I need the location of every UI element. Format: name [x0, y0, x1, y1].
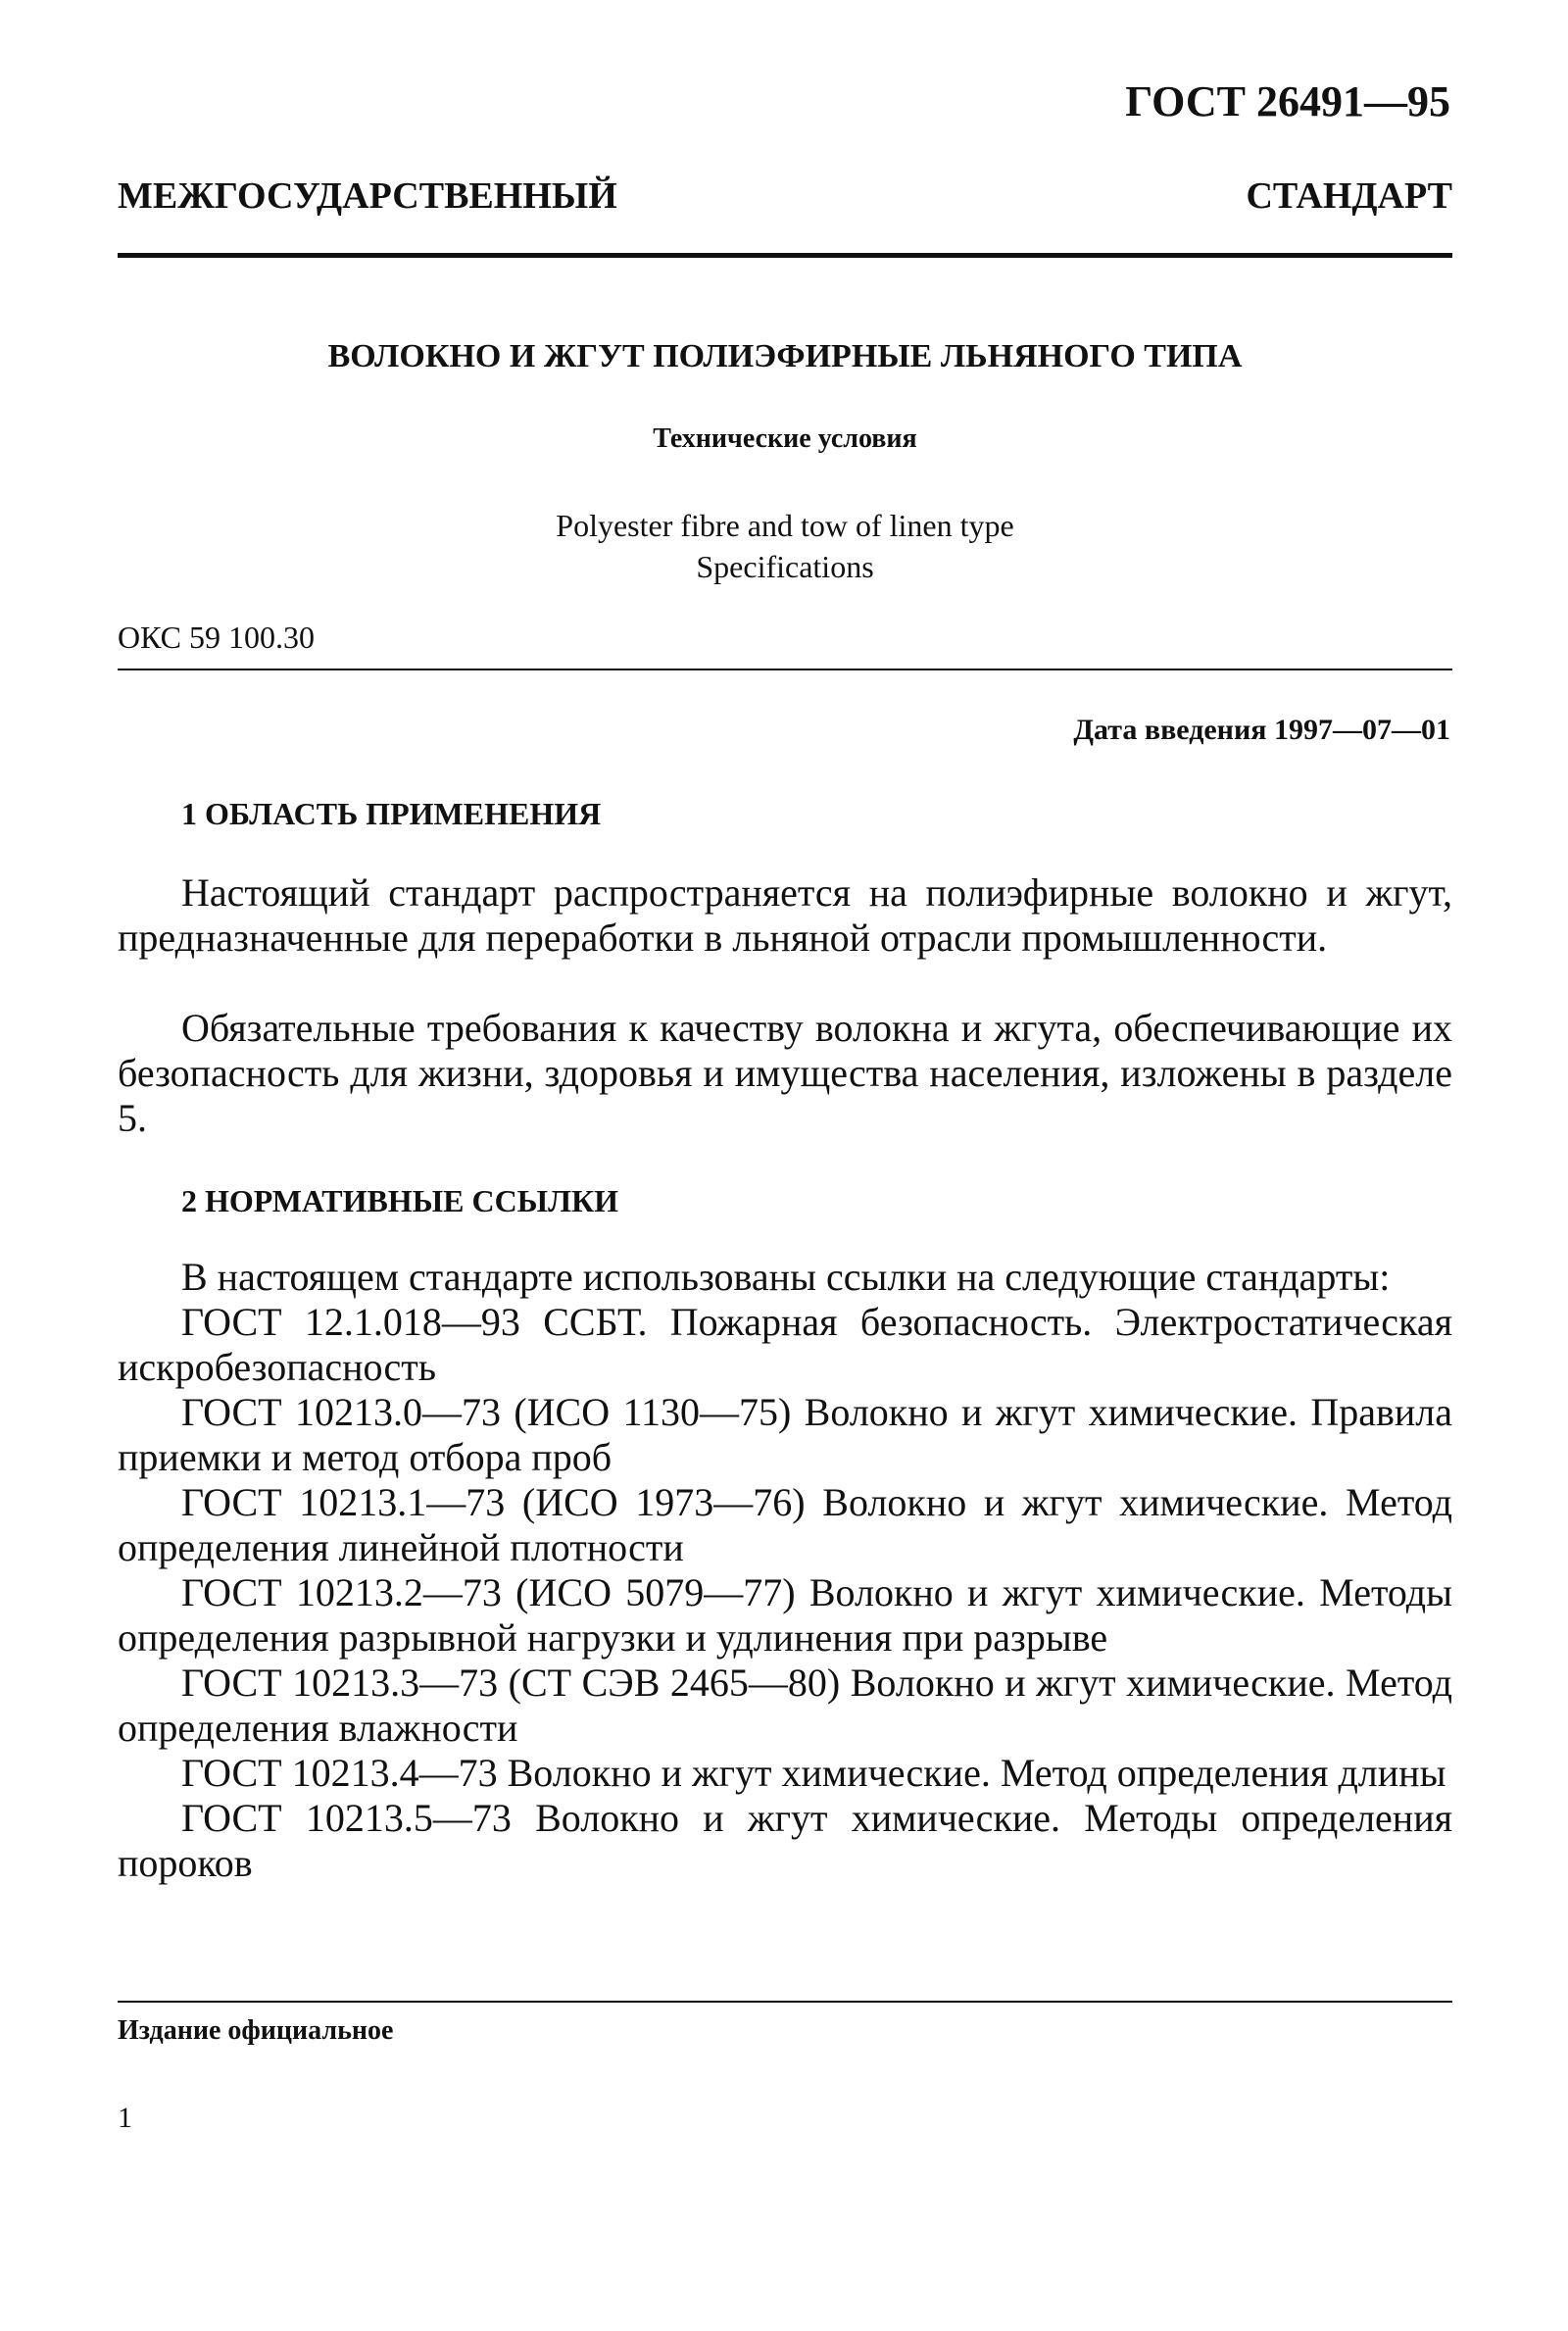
- english-title-line-1: Polyester fibre and tow of linen type: [556, 508, 1014, 543]
- section-1-paragraph: Обязательные требования к качеству волокна и жгута, обеспечивающие их безопасность для жизни, здоровья и имущества населения, изложены в разделе 5.: [118, 1006, 1452, 1140]
- reference-item: ГОСТ 10213.5—73 Волокно и жгут химические. Методы определения пороков: [118, 1796, 1452, 1885]
- header-rule: [118, 253, 1452, 258]
- reference-item: ГОСТ 10213.0—73 (ИСО 1130—75) Волокно и жгут химические. Правила приемки и метод отбора проб: [118, 1390, 1452, 1479]
- english-title: [118, 505, 1452, 587]
- gost-number: ГОСТ 26491—95: [1125, 77, 1450, 125]
- footer-rule: [118, 2001, 1452, 2003]
- reference-item: ГОСТ 12.1.018—93 ССБТ. Пожарная безопасность. Электростатическая искробезопасность: [118, 1300, 1452, 1389]
- reference-item: ГОСТ 10213.2—73 (ИСО 5079—77) Волокно и жгут химические. Методы определения разрывной нагрузки и удлинения при разрыве: [118, 1570, 1452, 1660]
- oks-rule: [118, 669, 1452, 670]
- official-edition-label: Издание официальное: [118, 2015, 394, 2046]
- section-1-heading: 1 ОБЛАСТЬ ПРИМЕНЕНИЯ: [181, 796, 602, 831]
- oks-code: ОКС 59 100.30: [118, 620, 315, 655]
- introduction-date: Дата введения 1997—07—01: [1073, 714, 1450, 746]
- reference-item: ГОСТ 10213.4—73 Волокно и жгут химические. Метод определения длины: [181, 1751, 1446, 1795]
- reference-item: ГОСТ 10213.1—73 (ИСО 1973—76) Волокно и жгут химические. Метод определения линейной плотности: [118, 1480, 1452, 1569]
- references-intro: В настоящем стандарте использованы ссылки на следующие стандарты:: [181, 1255, 1391, 1299]
- english-title-line-2: Specifications: [696, 549, 874, 584]
- document-subtitle: Технические условия: [653, 423, 917, 454]
- standard-type-heading: МЕЖГОСУДАРСТВЕННЫЙ СТАНДАРТ: [118, 175, 1452, 217]
- document-title: ВОЛОКНО И ЖГУТ ПОЛИЭФИРНЫЕ ЛЬНЯНОГО ТИПА: [327, 338, 1243, 374]
- references-list: [118, 1255, 1452, 1886]
- page-number: 1: [118, 2102, 132, 2134]
- section-1-paragraph: Настоящий стандарт распространяется на полиэфирные волокно и жгут, предназначенные для переработки в льняной отрасли промышленности.: [118, 870, 1452, 960]
- section-2-heading: 2 НОРМАТИВНЫЕ ССЫЛКИ: [181, 1183, 619, 1218]
- reference-item: ГОСТ 10213.3—73 (СТ СЭВ 2465—80) Волокно и жгут химические. Метод определения влажности: [118, 1661, 1452, 1750]
